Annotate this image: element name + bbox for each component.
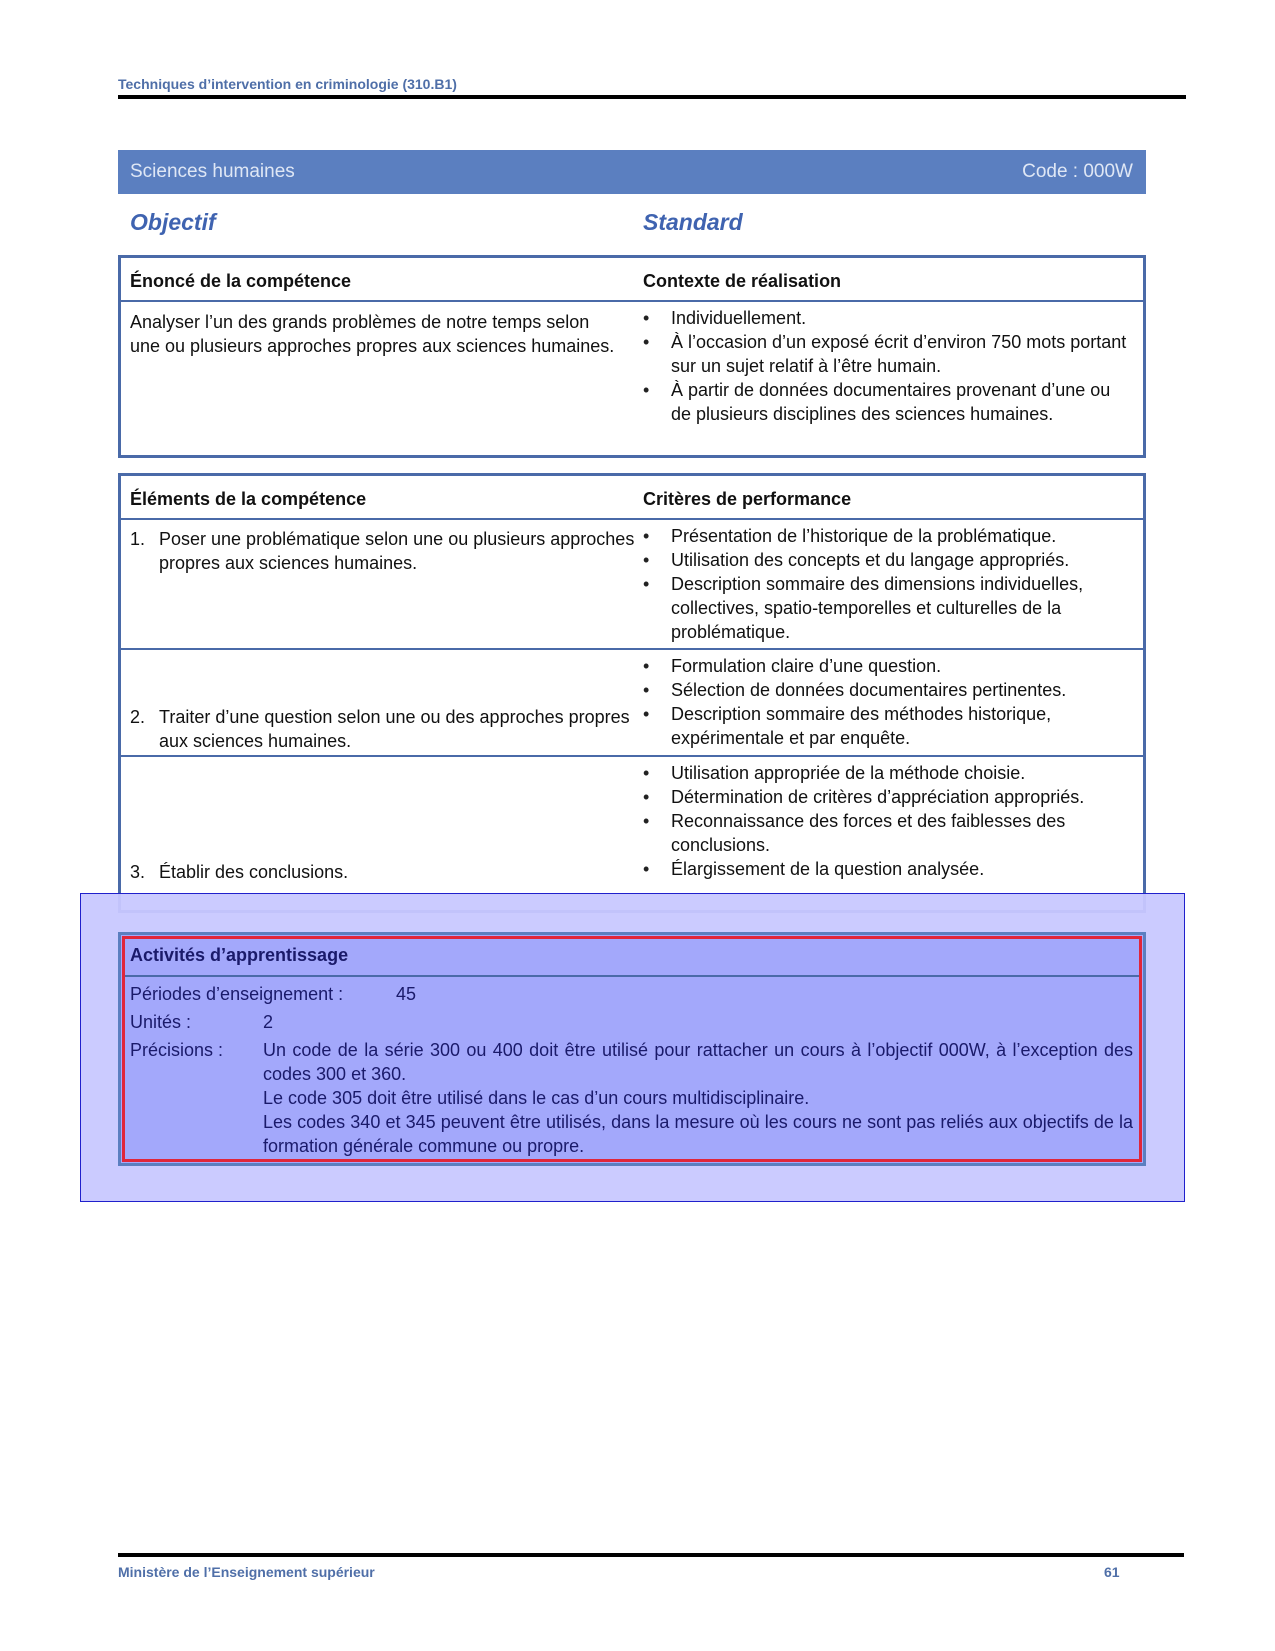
periodes-label: Périodes d’enseignement : bbox=[130, 984, 344, 1004]
criteres-header: Critères de performance bbox=[643, 489, 852, 509]
contexte-item: • Individuellement. bbox=[643, 306, 1133, 330]
objectif-heading: Objectif bbox=[130, 209, 216, 235]
critere-item: • Description sommaire des méthodes historique, expérimentale et par enquête. bbox=[643, 702, 1135, 750]
enonce-text: Analyser l’un des grands problèmes de notre temps selon une ou plusieurs approches propres aux sciences humaines. bbox=[130, 312, 615, 356]
header-divider bbox=[118, 95, 1186, 99]
contexte-item: • À l’occasion d’un exposé écrit d’environ 750 mots portant sur un sujet relatif à l’être humain. bbox=[643, 330, 1133, 378]
critere-item: • Élargissement de la question analysée. bbox=[643, 857, 1135, 881]
element-text: Poser une problématique selon une ou plusieurs approches propres aux sciences humaines. bbox=[159, 529, 635, 573]
competency-code: Code : 000W bbox=[1022, 161, 1133, 182]
critere-item: • Formulation claire d’une question. bbox=[643, 654, 1135, 678]
table-divider bbox=[121, 518, 1143, 520]
contexte-header: Contexte de réalisation bbox=[643, 271, 842, 291]
precision-paragraph: Les codes 340 et 345 peuvent être utilisés, dans la mesure où les cours ne sont pas reliés aux objectifs de la formation générale commune ou propre. bbox=[263, 1112, 1133, 1156]
document-header-title: Techniques d’intervention en criminologie (310.B1) bbox=[118, 76, 457, 92]
enonce-header: Énoncé de la compétence bbox=[130, 271, 352, 291]
page-number: 61 bbox=[1104, 1564, 1120, 1580]
criteres-list bbox=[643, 654, 1135, 750]
critere-item: • Description sommaire des dimensions individuelles, collectives, spatio-temporelles et culturelles de la problématique. bbox=[643, 572, 1135, 644]
precision-paragraph: Un code de la série 300 ou 400 doit être utilisé pour rattacher un cours à l’objectif 000W, à l’exception des codes 300 et 360. bbox=[263, 1040, 1133, 1084]
critere-item: • Utilisation des concepts et du langage appropriés. bbox=[643, 548, 1135, 572]
criteres-list bbox=[643, 524, 1135, 644]
table-divider bbox=[121, 755, 1143, 757]
element-number: 2. bbox=[130, 707, 146, 727]
element-number: 1. bbox=[130, 529, 146, 549]
criteres-list bbox=[643, 761, 1135, 881]
footer-ministry: Ministère de l’Enseignement supérieur bbox=[118, 1564, 375, 1580]
precisions-text bbox=[263, 1038, 1133, 1158]
element-number: 3. bbox=[130, 862, 146, 882]
element-item bbox=[130, 705, 649, 753]
discipline-name: Sciences humaines bbox=[130, 161, 295, 182]
critere-item: • Utilisation appropriée de la méthode choisie. bbox=[643, 761, 1135, 785]
element-item bbox=[130, 527, 649, 575]
activities-title: Activités d’apprentissage bbox=[130, 945, 349, 965]
contexte-item: • À partir de données documentaires provenant d’une ou de plusieurs disciplines des sciences humaines. bbox=[643, 378, 1133, 426]
critere-item: • Présentation de l’historique de la problématique. bbox=[643, 524, 1135, 548]
critere-item: • Reconnaissance des forces et des faiblesses des conclusions. bbox=[643, 809, 1135, 857]
standard-heading: Standard bbox=[643, 209, 743, 235]
critere-item: • Sélection de données documentaires pertinentes. bbox=[643, 678, 1135, 702]
elements-header: Éléments de la compétence bbox=[130, 489, 367, 509]
table-divider bbox=[121, 648, 1143, 650]
precisions-label: Précisions : bbox=[130, 1040, 224, 1060]
footer-divider bbox=[118, 1553, 1184, 1557]
contexte-list bbox=[643, 306, 1133, 426]
activities-divider bbox=[125, 975, 1139, 977]
unites-value: 2 bbox=[263, 1012, 274, 1032]
unites-label: Unités : bbox=[130, 1012, 192, 1032]
element-text: Établir des conclusions. bbox=[159, 862, 349, 882]
critere-item: • Détermination de critères d’appréciation appropriés. bbox=[643, 785, 1135, 809]
precision-paragraph: Le code 305 doit être utilisé dans le cas d’un cours multidisciplinaire. bbox=[263, 1088, 810, 1108]
table-divider bbox=[121, 300, 1143, 302]
element-text: Traiter d’une question selon une ou des approches propres aux sciences humaines. bbox=[159, 707, 630, 751]
periodes-value: 45 bbox=[396, 984, 417, 1004]
element-item bbox=[130, 860, 649, 884]
